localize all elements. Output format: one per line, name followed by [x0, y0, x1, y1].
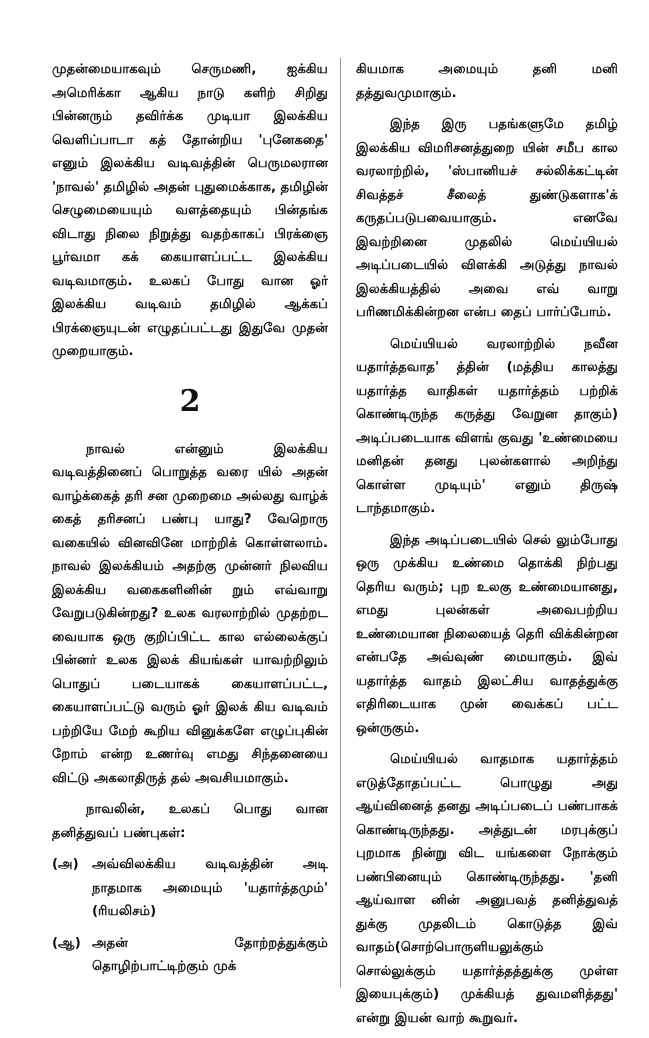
left-paragraph-1: முதன்மையாகவும் செருமணி, ஐக்கிய அமெரிக்கா ஆகிய நாடு களிற் சிறிது பின்னரும் தவிர்க்க முடியா இலக்கிய வெளிப்பாடா கத் தோன்றிய 'புனேகதை' எனும் இலக்கிய வடிவத்தின் பெருமலரான 'நாவல்' தமிழில் அதன் புதுமைக்காக, தமிழின் செழுமையையும் வளத்தையும் பின்தங்க விடாது நிலை நிறுத்து வதற்காகப் பிரக்ஞை பூர்வமா கக் கையாளப்பட்ட இலக்கிய வடிவமாகும். உலகப் போது வான ஓர் இலக்கிய வடிவம் தமிழில் ஆக்கப் பிரக்ஞையுடன் எழுதப்பட்டது இதுவே முதன் முறையாகும். [52, 62, 328, 359]
list-item-a-text: அவ்விலக்கிய வடிவத்தின் அடி நாதமாக அமையும் 'யதார்த்தமும்' (ரியலிசம்) [92, 857, 328, 919]
list-item-aa-label: (ஆ) [52, 935, 81, 951]
left-column [52, 58, 328, 987]
list-item-a-label: (அ) [52, 857, 79, 872]
right-paragraph-1: கியமாக அமையும் தனி மனி தத்துவமுமாகும். [356, 62, 618, 101]
right-column [356, 58, 618, 1038]
right-paragraph-4: இந்த அடிப்படையில் செல் லும்போது ஒரு முக்கிய உண்மை தொக்கி நிற்பது தெரிய வரும்; புற உலகு உண்மையானது, எமது புலன்கள் அவைபற்றிய உண்மையான நிலையைத் தெரி விக்கின்றன என்பதே அவ்வுண் மையாகும். இவ் யதார்த்த வாதம் இலட்சிய வாதத்துக்கு எதிரிடையாக முன் வைக்கப் பட்ட ஒன்ருகும். [356, 532, 618, 736]
column-divider [340, 58, 341, 988]
list-item-a [52, 853, 328, 924]
right-paragraph-2: இந்த இரு பதங்களுமே தமிழ் இலக்கிய விமரிசனத்துறை யின் சமீப கால வரலாற்றில், 'ஸ்பானியச் சல்லிக்கட்டின் சிவத்தச் சீலைத் துண்டுகளாக'க் கருதப்படுபவையாகும். எனவே இவற்றினை முதலில் மெய்யியல் அடிப்படையில் விளக்கி அடுத்து நாவல் இலக்கியத்தில் அவை எவ் வாறு பரிணமிக்கின்றன என்ப தைப் பார்ப்போம். [356, 117, 618, 320]
section-number: 2 [179, 383, 201, 419]
left-paragraph-3: நாவலின், உலகப் பொது வான தனித்துவப் பண்புகள்: [52, 802, 328, 841]
list-item-aa-text: அதன் தோற்றத்துக்கும் தொழிற்பாட்டிற்கும் முக் [92, 935, 328, 974]
right-paragraph-3: மெய்யியல் வரலாற்றில் நவீன யதார்த்தவாத' த்தின் (மத்திய காலத்து யதார்த்த வாதிகள் யதார்த்தம் பற்றிக் கொண்டிருந்த கருத்து வேறுன தாகும்) அடிப்படையாக விளங் குவது 'உண்மையை மனிதன் தனது புலன்களால் அறிந்து கொள்ள முடியும்' எனும் திருஷ் டாந்தமாகும். [356, 336, 618, 516]
list-item-aa [52, 932, 328, 979]
left-paragraph-2: நாவல் என்னும் இலக்கிய வடிவத்தினைப் பொறுத்த வரை யில் அதன் வாழ்க்கைத் தரி சன முறைமை அல்லது வாழ்க் கைத் தரிசனப் பண்பு யாது? வேறொரு வகையில் வினவினே மாற்றிக் கொள்ளலாம். நாவல் இலக்கியம் அதற்கு முன்னர் நிலவிய இலக்கிய வகைகளினின் றும் எவ்வாறு வேறுபடுகின்றது? உலக வரலாற்றில் முதற்றட வையாக ஒரு குறிப்பிட்ட கால எல்லைக்குப் பின்னர் உலக இலக் கியங்கள் யாவற்றிலும் பொதுப் படையாகக் கையாளப்பட்ட, கையாளப்பட்டு வரும் ஓர் இலக் கிய வடிவம் பற்றியே மேற் கூறிய வினுக்களே எழுப்புகின் றோம் என்ற உணர்வு எமது சிந்தனையை விட்டு அகலாதிருத் தல் அவசியமாகும். [52, 441, 328, 786]
right-paragraph-5: மெய்யியல் வாதமாக யதார்த்தம் எடுத்தோதப்பட்ட பொழுது அது ஆய்வினைத் தனது அடிப்படைப் பண்பாகக் கொண்டிருந்தது. அத்துடன் மரபுக்குப் புறமாக நின்று விட யங்களை நோக்கும் பண்பினையும் கொண்டிருந்தது. 'தனி ஆய்வாள னின் அனுபவத் தனித்துவத் துக்கு முதலிடம் கொடுத்த இவ் வாதம்(சொற்பொருளியலுக்கும் சொல்லுக்கும் யதார்த்தத்துக்கு முள்ள இயைபுக்கும்) முக்கியத் துவமளித்தது' என்று இயன் வாற் கூறுவர். [356, 752, 618, 1026]
